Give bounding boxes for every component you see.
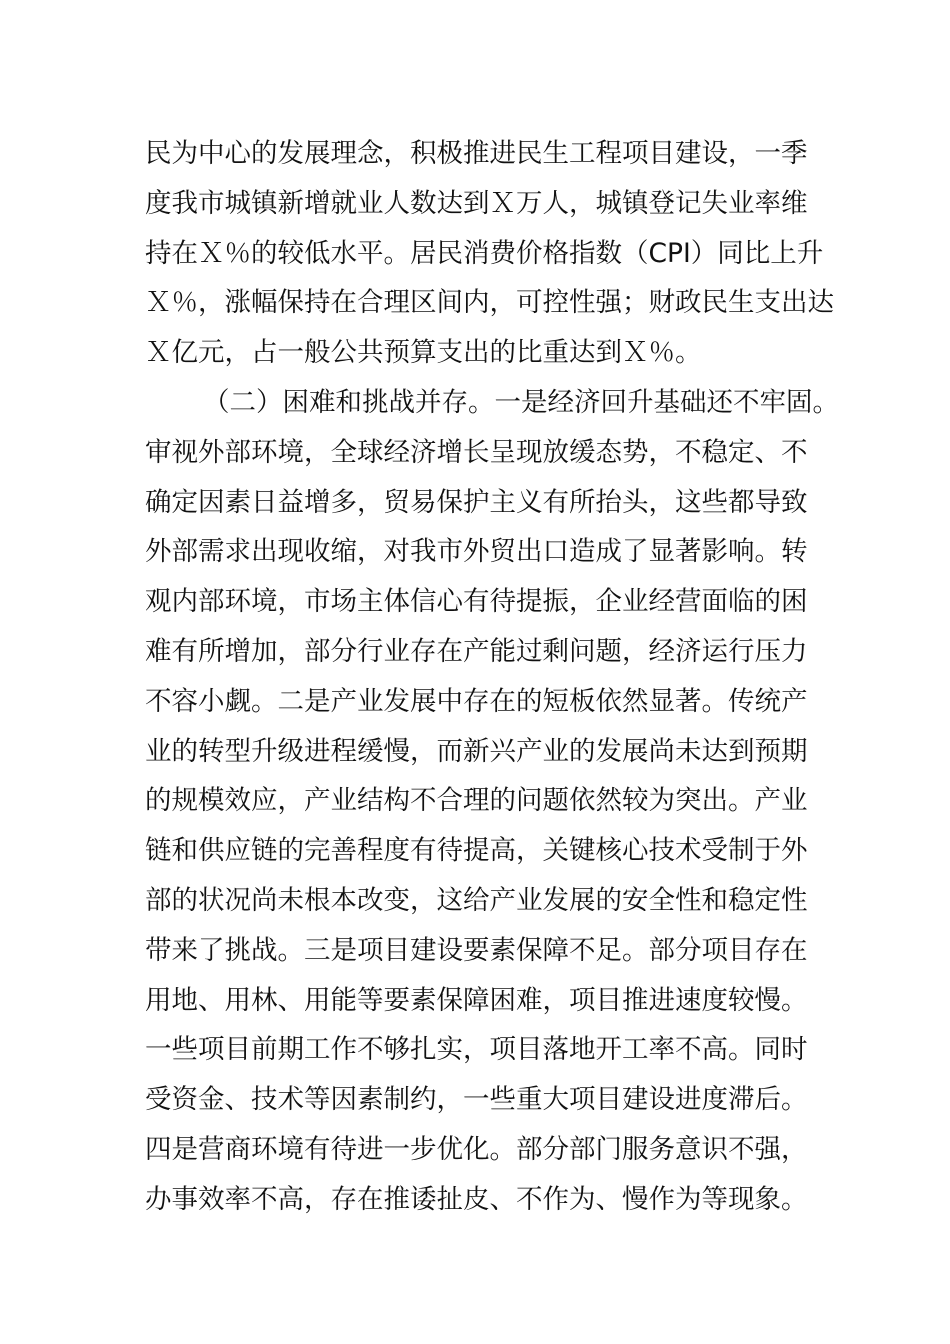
text-line: 四是营商环境有待进一步优化。部分部门服务意识不强，	[145, 1133, 808, 1165]
text-line: 确定因素日益增多，贸易保护主义有所抬头，这些都导致	[145, 486, 808, 518]
text-line: 用地、用林、用能等要素保障困难，项目推进速度较慢。	[145, 984, 808, 1016]
text-line: 办事效率不高，存在推诿扯皮、不作为、慢作为等现象。	[145, 1183, 808, 1215]
text-line: 民为中心的发展理念，积极推进民生工程项目建设，一季	[145, 138, 808, 169]
section-heading-line: （二）困难和挑战并存。一是经济回升基础还不牢固。	[203, 386, 839, 418]
text-line: 观内部环境，市场主体信心有待提振，企业经营面临的困	[145, 586, 808, 618]
text-line: 外部需求出现收缩，对我市外贸出口造成了显著影响。转	[145, 536, 808, 568]
text-line: 度我市城镇新增就业人数达到Ｘ万人，城镇登记失业率维	[145, 187, 808, 219]
text-line: 业的转型升级进程缓慢，而新兴产业的发展尚未达到预期	[145, 735, 808, 767]
text-line: 审视外部环境，全球经济增长呈现放缓态势，不稳定、不	[145, 436, 808, 468]
text-line: 持在Ｘ％的较低水平。居民消费价格指数（CPI）同比上升	[145, 237, 824, 269]
text-line: 的规模效应，产业结构不合理的问题依然较为突出。产业	[145, 785, 808, 817]
text-line: 一些项目前期工作不够扎实，项目落地开工率不高。同时	[145, 1034, 808, 1066]
text-line: Ｘ亿元，占一般公共预算支出的比重达到Ｘ％。	[145, 337, 702, 369]
text-line: 部的状况尚未根本改变，这给产业发展的安全性和稳定性	[145, 884, 808, 916]
text-line: 受资金、技术等因素制约，一些重大项目建设进度滞后。	[145, 1084, 808, 1116]
text-line: 不容小觑。二是产业发展中存在的短板依然显著。传统产	[145, 685, 808, 717]
text-line: 带来了挑战。三是项目建设要素保障不足。部分项目存在	[145, 934, 808, 966]
body-text	[145, 129, 839, 1225]
text-line: 链和供应链的完善程度有待提高，关键核心技术受制于外	[145, 835, 808, 867]
text-line: Ｘ％，涨幅保持在合理区间内，可控性强；财政民生支出达	[145, 287, 834, 319]
text-line: 难有所增加，部分行业存在产能过剩问题，经济运行压力	[145, 635, 808, 667]
